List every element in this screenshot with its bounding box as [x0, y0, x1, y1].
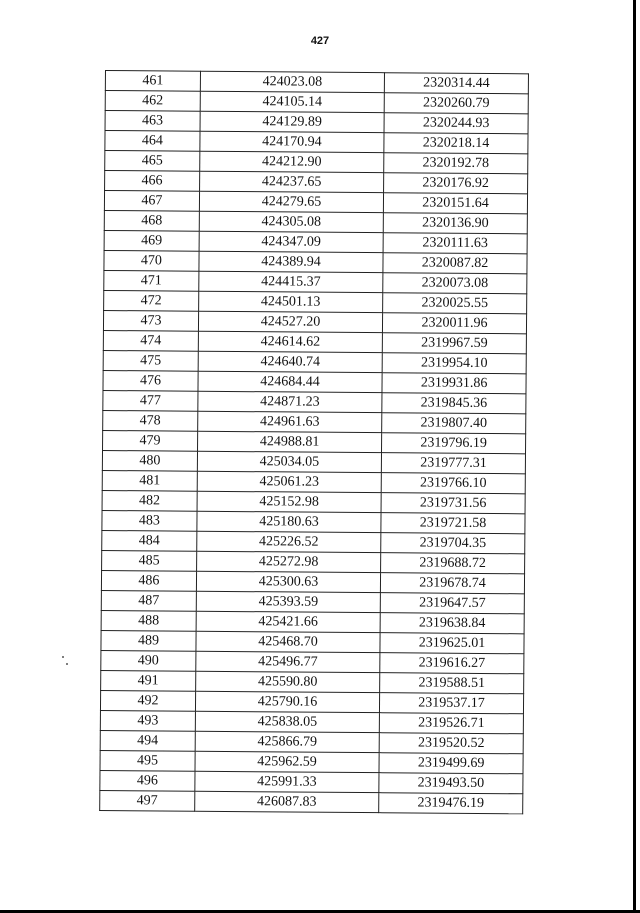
y-coordinate-cell: 2320087.82	[383, 253, 527, 274]
x-coordinate-cell: 424415.37	[199, 271, 383, 292]
x-coordinate-cell: 424527.20	[198, 311, 382, 332]
y-coordinate-cell: 2319476.19	[379, 793, 523, 814]
y-coordinate-cell: 2320011.96	[383, 313, 527, 334]
x-coordinate-cell: 425061.23	[197, 471, 381, 492]
x-coordinate-cell: 425272.98	[196, 551, 380, 572]
y-coordinate-cell: 2319499.69	[379, 753, 523, 774]
point-number-cell: 473	[103, 310, 198, 331]
x-coordinate-cell: 425496.77	[196, 651, 380, 672]
y-coordinate-cell: 2320244.93	[384, 113, 528, 134]
y-coordinate-cell: 2319766.10	[381, 473, 525, 494]
point-number-cell: 463	[105, 111, 200, 132]
y-coordinate-cell: 2319931.86	[382, 373, 526, 394]
scan-speck	[66, 663, 68, 665]
point-number-cell: 477	[103, 390, 198, 411]
x-coordinate-cell: 425421.66	[196, 611, 380, 632]
point-number-cell: 480	[102, 450, 197, 471]
point-number-cell: 489	[101, 630, 196, 651]
point-number-cell: 492	[100, 690, 195, 711]
point-number-cell: 461	[105, 71, 200, 92]
y-coordinate-cell: 2320111.63	[383, 233, 527, 254]
point-number-cell: 476	[103, 370, 198, 391]
point-number-cell: 472	[104, 290, 199, 311]
y-coordinate-cell: 2320136.90	[383, 213, 527, 234]
y-coordinate-cell: 2320151.64	[383, 193, 527, 214]
point-number-cell: 467	[104, 191, 199, 212]
y-coordinate-cell: 2320176.92	[384, 173, 528, 194]
y-coordinate-cell: 2319588.51	[380, 673, 524, 694]
y-coordinate-cell: 2319625.01	[380, 633, 524, 654]
y-coordinate-cell: 2319688.72	[381, 553, 525, 574]
y-coordinate-cell: 2320218.14	[384, 133, 528, 154]
x-coordinate-cell: 425180.63	[197, 511, 381, 532]
x-coordinate-cell: 424389.94	[199, 251, 383, 272]
point-number-cell: 487	[101, 590, 196, 611]
y-coordinate-cell: 2319537.17	[380, 693, 524, 714]
y-coordinate-cell: 2319493.50	[379, 773, 523, 794]
x-coordinate-cell: 424961.63	[198, 411, 382, 432]
y-coordinate-cell: 2320314.44	[384, 73, 528, 94]
x-coordinate-cell: 425300.63	[196, 571, 380, 592]
point-number-cell: 478	[103, 410, 198, 431]
x-coordinate-cell: 424279.65	[199, 191, 383, 212]
x-coordinate-cell: 424614.62	[198, 331, 382, 352]
point-number-cell: 493	[100, 710, 195, 731]
y-coordinate-cell: 2319678.74	[381, 573, 525, 594]
x-coordinate-cell: 424023.08	[200, 71, 384, 92]
y-coordinate-cell: 2319647.57	[380, 593, 524, 614]
point-number-cell: 464	[105, 131, 200, 152]
point-number-cell: 496	[100, 770, 195, 791]
point-number-cell: 491	[101, 670, 196, 691]
y-coordinate-cell: 2319967.59	[382, 333, 526, 354]
x-coordinate-cell: 426087.83	[195, 791, 379, 812]
point-number-cell: 488	[101, 610, 196, 631]
point-number-cell: 465	[105, 151, 200, 172]
point-number-cell: 482	[102, 490, 197, 511]
y-coordinate-cell: 2319807.40	[382, 413, 526, 434]
point-number-cell: 474	[103, 330, 198, 351]
x-coordinate-cell: 424684.44	[198, 371, 382, 392]
y-coordinate-cell: 2319954.10	[382, 353, 526, 374]
point-number-cell: 495	[100, 750, 195, 771]
table-row	[100, 790, 523, 813]
x-coordinate-cell: 424988.81	[197, 431, 381, 452]
x-coordinate-cell: 425468.70	[196, 631, 380, 652]
coordinates-table-body	[100, 71, 529, 814]
x-coordinate-cell: 424501.13	[199, 291, 383, 312]
x-coordinate-cell: 424170.94	[200, 131, 384, 152]
y-coordinate-cell: 2320260.79	[384, 93, 528, 114]
y-coordinate-cell: 2319731.56	[381, 493, 525, 514]
point-number-cell: 468	[104, 210, 199, 231]
y-coordinate-cell: 2320025.55	[383, 293, 527, 314]
y-coordinate-cell: 2319520.52	[379, 733, 523, 754]
x-coordinate-cell: 425590.80	[196, 671, 380, 692]
y-coordinate-cell: 2319526.71	[379, 713, 523, 734]
point-number-cell: 483	[102, 510, 197, 531]
x-coordinate-cell: 424129.89	[200, 111, 384, 132]
x-coordinate-cell: 425152.98	[197, 491, 381, 512]
point-number-cell: 479	[103, 430, 198, 451]
x-coordinate-cell: 425226.52	[197, 531, 381, 552]
point-number-cell: 471	[104, 270, 199, 291]
y-coordinate-cell: 2319721.58	[381, 513, 525, 534]
x-coordinate-cell: 424640.74	[198, 351, 382, 372]
x-coordinate-cell: 424347.09	[199, 231, 383, 252]
scan-speck	[62, 656, 64, 658]
y-coordinate-cell: 2320073.08	[383, 273, 527, 294]
point-number-cell: 490	[101, 650, 196, 671]
x-coordinate-cell: 425991.33	[195, 771, 379, 792]
y-coordinate-cell: 2320192.78	[384, 153, 528, 174]
x-coordinate-cell: 425838.05	[195, 711, 379, 732]
point-number-cell: 494	[100, 730, 195, 751]
scan-border-right	[633, 0, 636, 913]
y-coordinate-cell: 2319616.27	[380, 653, 524, 674]
point-number-cell: 481	[102, 470, 197, 491]
y-coordinate-cell: 2319845.36	[382, 393, 526, 414]
y-coordinate-cell: 2319796.19	[382, 433, 526, 454]
x-coordinate-cell: 424237.65	[199, 171, 383, 192]
point-number-cell: 485	[102, 550, 197, 571]
point-number-cell: 469	[104, 230, 199, 251]
x-coordinate-cell: 424212.90	[200, 151, 384, 172]
point-number-cell: 484	[102, 530, 197, 551]
point-number-cell: 462	[105, 91, 200, 112]
x-coordinate-cell: 425034.05	[197, 451, 381, 472]
point-number-cell: 475	[103, 350, 198, 371]
point-number-cell: 497	[100, 790, 195, 811]
page-number: 427	[310, 35, 330, 47]
x-coordinate-cell: 425393.59	[196, 591, 380, 612]
x-coordinate-cell: 424105.14	[200, 91, 384, 112]
y-coordinate-cell: 2319777.31	[381, 453, 525, 474]
point-number-cell: 486	[101, 570, 196, 591]
x-coordinate-cell: 424871.23	[198, 391, 382, 412]
point-number-cell: 466	[105, 171, 200, 192]
x-coordinate-cell: 425790.16	[195, 691, 379, 712]
x-coordinate-cell: 425866.79	[195, 731, 379, 752]
point-number-cell: 470	[104, 250, 199, 271]
x-coordinate-cell: 424305.08	[199, 211, 383, 232]
x-coordinate-cell: 425962.59	[195, 751, 379, 772]
y-coordinate-cell: 2319704.35	[381, 533, 525, 554]
coordinates-table	[99, 70, 529, 814]
y-coordinate-cell: 2319638.84	[380, 613, 524, 634]
